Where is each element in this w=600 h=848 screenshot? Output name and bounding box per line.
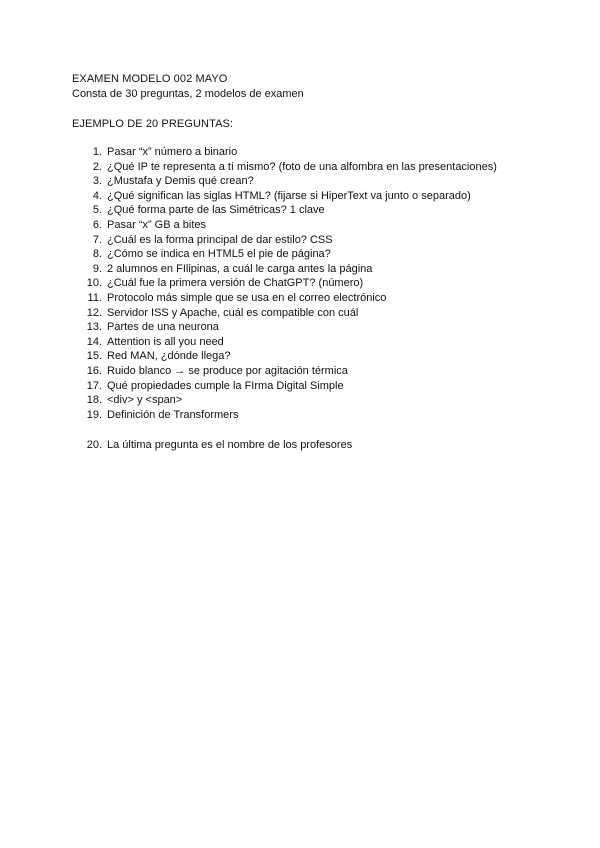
question-number: 7. bbox=[92, 233, 102, 246]
question-text: 2 alumnos en FIlipinas, a cuál le carga antes la página bbox=[107, 262, 373, 275]
list-item bbox=[72, 306, 592, 321]
list-item bbox=[72, 189, 592, 204]
question-number: 11. bbox=[87, 291, 102, 304]
question-text: La última pregunta es el nombre de los profesores bbox=[107, 439, 353, 451]
list-item bbox=[72, 379, 592, 394]
question-text: Ruido blanco → se produce por agitación térmica bbox=[107, 364, 348, 377]
question-text: ¿Cuál es la forma principal de dar estilo? CSS bbox=[107, 233, 333, 246]
list-item bbox=[72, 160, 592, 175]
question-text: ¿Qué forma parte de las Simétricas? 1 clave bbox=[107, 204, 325, 217]
question-number: 18. bbox=[86, 394, 102, 407]
list-item bbox=[72, 203, 592, 218]
question-text: ¿Cuál fue la primera versión de ChatGPT? (número) bbox=[107, 277, 364, 290]
list-item bbox=[72, 247, 592, 262]
question-number: 19. bbox=[86, 408, 102, 421]
list-item bbox=[72, 335, 592, 350]
question-number: 3. bbox=[92, 175, 102, 188]
question-text: Pasar “x” GB a bites bbox=[107, 218, 207, 231]
question-number: 4. bbox=[92, 189, 102, 202]
question-number: 20. bbox=[86, 439, 102, 451]
question-number: 1. bbox=[92, 146, 102, 158]
question-text: Definición de Transformers bbox=[107, 408, 239, 421]
list-item bbox=[72, 320, 592, 335]
list-item bbox=[72, 262, 592, 277]
question-number: 5. bbox=[92, 204, 102, 217]
question-text: Qué propiedades cumple la FIrma Digital Simple bbox=[107, 379, 344, 392]
question-number: 17. bbox=[86, 379, 102, 392]
question-number: 12. bbox=[86, 306, 102, 319]
list-item bbox=[72, 218, 592, 233]
question-number: 2. bbox=[92, 160, 102, 173]
question-text: ¿Qué significan las siglas HTML? (fijarse si HiperText va junto o separado) bbox=[107, 189, 471, 202]
document-subtitle: Consta de 30 preguntas, 2 modelos de examen bbox=[72, 88, 304, 100]
question-number: 6. bbox=[92, 218, 102, 231]
question-text: Protocolo más simple que se usa en el correo electrónico bbox=[107, 291, 387, 304]
list-item bbox=[72, 145, 592, 160]
question-number: 14. bbox=[86, 335, 102, 348]
question-text: ¿Qué IP te representa a tí mismo? (foto de una alfombra en las presentaciones) bbox=[107, 160, 497, 173]
question-text: Red MAN, ¿dónde llega? bbox=[107, 350, 231, 363]
question-number: 8. bbox=[92, 248, 102, 261]
question-number: 15. bbox=[86, 350, 102, 363]
list-item bbox=[72, 364, 592, 379]
section-heading: EJEMPLO DE 20 PREGUNTAS: bbox=[72, 118, 234, 130]
question-number: 16. bbox=[86, 364, 102, 377]
list-item bbox=[72, 349, 592, 364]
question-text: ¿Mustafa y Demis qué crean? bbox=[107, 175, 254, 188]
question-number: 10. bbox=[86, 277, 102, 290]
document-title: EXAMEN MODELO 002 MAYO bbox=[72, 73, 228, 85]
question-number: 9. bbox=[92, 262, 102, 275]
list-item bbox=[72, 233, 592, 248]
list-item bbox=[72, 276, 592, 291]
question-list bbox=[72, 145, 592, 422]
question-text: Servidor ISS y Apache, cuál es compatible con cuál bbox=[107, 306, 359, 319]
list-item bbox=[72, 291, 592, 306]
list-item-last-question bbox=[72, 438, 592, 453]
question-text: Partes de una neurona bbox=[107, 321, 219, 334]
question-text: Pasar “x” número a binario bbox=[107, 146, 238, 158]
question-text: Attention is all you need bbox=[107, 335, 224, 348]
question-text: ¿Cómo se indica en HTML5 el pie de página? bbox=[107, 248, 331, 261]
question-text: <div> y <span> bbox=[107, 394, 183, 407]
list-item bbox=[72, 393, 592, 408]
question-number: 13. bbox=[86, 321, 102, 334]
list-item bbox=[72, 408, 592, 423]
list-item bbox=[72, 174, 592, 189]
